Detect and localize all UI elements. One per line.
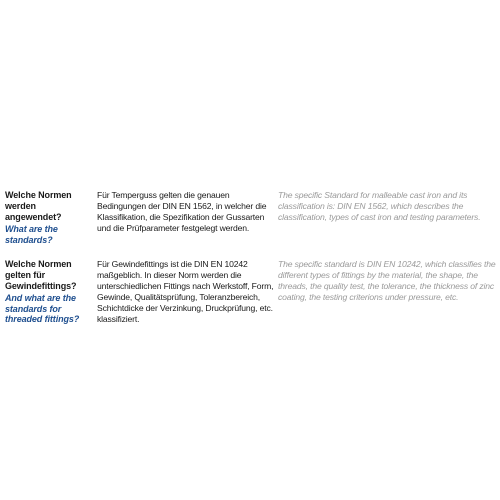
answer-english: The specific standard is DIN EN 10242, which classifies the different types of fittings by the material, the shape, the threads, the quality test, the tolerance, the thickness of zinc coating, the testing criterions under pressure, etc. — [278, 259, 496, 302]
question-german: Welche Normen gelten für Gewindefittings? — [5, 259, 77, 291]
question-german: Welche Normen werden angewendet? — [5, 190, 72, 222]
answer-english: The specific Standard for malleable cast iron and its classification is: DIN EN 1562, which describes the classification, types of cast iron and testing parameters. — [278, 190, 481, 222]
question-english: And what are the standards for threaded fittings? — [5, 293, 80, 324]
question-english: What are the standards? — [5, 224, 58, 245]
answer-german: Für Temperguss gelten die genauen Bedingungen der DIN EN 1562, in welcher die Klassifikation, die Spezifikation der Gussarten und die Prüfparameter festgelegt werden. — [97, 190, 267, 233]
answer-german: Für Gewindefittings ist die DIN EN 10242 maßgeblich. In dieser Norm werden die unterschiedlichen Fittings nach Werkstoff, Form, Gewinde, Qualitätsprüfung, Toleranzbereich, Schichtdicke der Verzinkung, Druckprüfung, etc. klassifiziert. — [97, 259, 274, 324]
question-block — [5, 259, 93, 325]
question-block — [5, 190, 93, 245]
